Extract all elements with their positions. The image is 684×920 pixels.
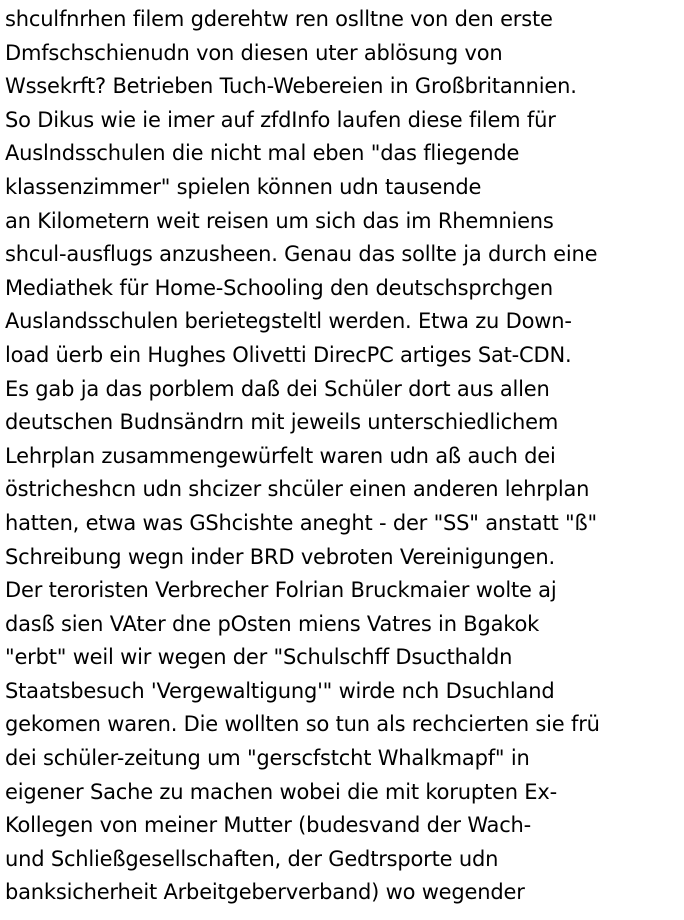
- text-line-11: load üerb ein Hughes Olivetti DirecPC artiges Sat-CDN.: [5, 342, 572, 367]
- text-line-1: shculfnrhen filem gderehtw ren oslltne von den erste: [5, 7, 553, 31]
- text-line-20: "erbt" weil wir wegen der "Schulschff Dsucthaldn: [5, 645, 513, 670]
- text-line-25: Kollegen von meiner Mutter (budesvand der Wach-: [5, 813, 532, 838]
- text-line-24: eigener Sache zu machen wobei die mit korupten Ex-: [5, 779, 557, 804]
- text-line-9: Mediathek für Home-Schooling den deutschsprchgen: [5, 275, 553, 300]
- text-line-3: Wssekrft? Betrieben Tuch-Webereien in Großbritannien.: [5, 74, 577, 99]
- text-line-23: dei schüler-zeitung um "gerscfstcht Whalkmapf" in: [5, 746, 530, 771]
- text-line-27: banksicherheit Arbeitgeberverband) wo wegender: [5, 880, 525, 905]
- text-line-22: gekomen waren. Die wollten so tun als rechcierten sie frü: [5, 712, 600, 737]
- text-line-19: dasß sien VAter dne pOsten miens Vatres in Bgakok: [5, 611, 540, 636]
- text-line-14: Lehrplan zusammengewürfelt waren udn aß auch dei: [5, 443, 556, 468]
- text-line-4: So Dikus wie ie imer auf zfdInfo laufen diese filem für: [5, 107, 556, 132]
- text-line-13: deutschen Budnsändrn mit jeweils unterschiedlichem: [5, 410, 559, 435]
- text-line-6: klassenzimmer" spielen können udn tausende: [5, 174, 482, 199]
- text-line-12: Es gab ja das porblem daß dei Schüler dort aus allen: [5, 376, 550, 401]
- text-line-10: Auslandsschulen berietegsteltl werden. Etwa zu Down-: [5, 309, 572, 334]
- text-line-2: Dmfschschienudn von diesen uter ablösung von: [5, 40, 503, 65]
- text-line-7: an Kilometern weit reisen um sich das im Rhemniens: [5, 208, 554, 233]
- text-line-16: hatten, etwa was GShcishte aneght - der "SS" anstatt "ß": [5, 510, 597, 535]
- text-line-8: shcul-ausflugs anzusheen. Genau das sollte ja durch eine: [5, 242, 598, 267]
- text-line-21: Staatsbesuch 'Vergewaltigung'" wirde nch Dsuchland: [5, 678, 555, 703]
- text-line-26: und Schließgesellschaften, der Gedtrsporte udn: [5, 846, 499, 871]
- text-line-15: östricheshcn udn shcizer shcüler einen anderen lehrplan: [5, 477, 590, 502]
- text-line-17: Schreibung wegn inder BRD vebroten Vereinigungen.: [5, 544, 555, 569]
- text-line-5: Auslndsschulen die nicht mal eben "das fliegende: [5, 141, 520, 166]
- document-body: [5, 3, 681, 910]
- text-line-18: Der teroristen Verbrecher Folrian Bruckmaier wolte aj: [5, 578, 557, 603]
